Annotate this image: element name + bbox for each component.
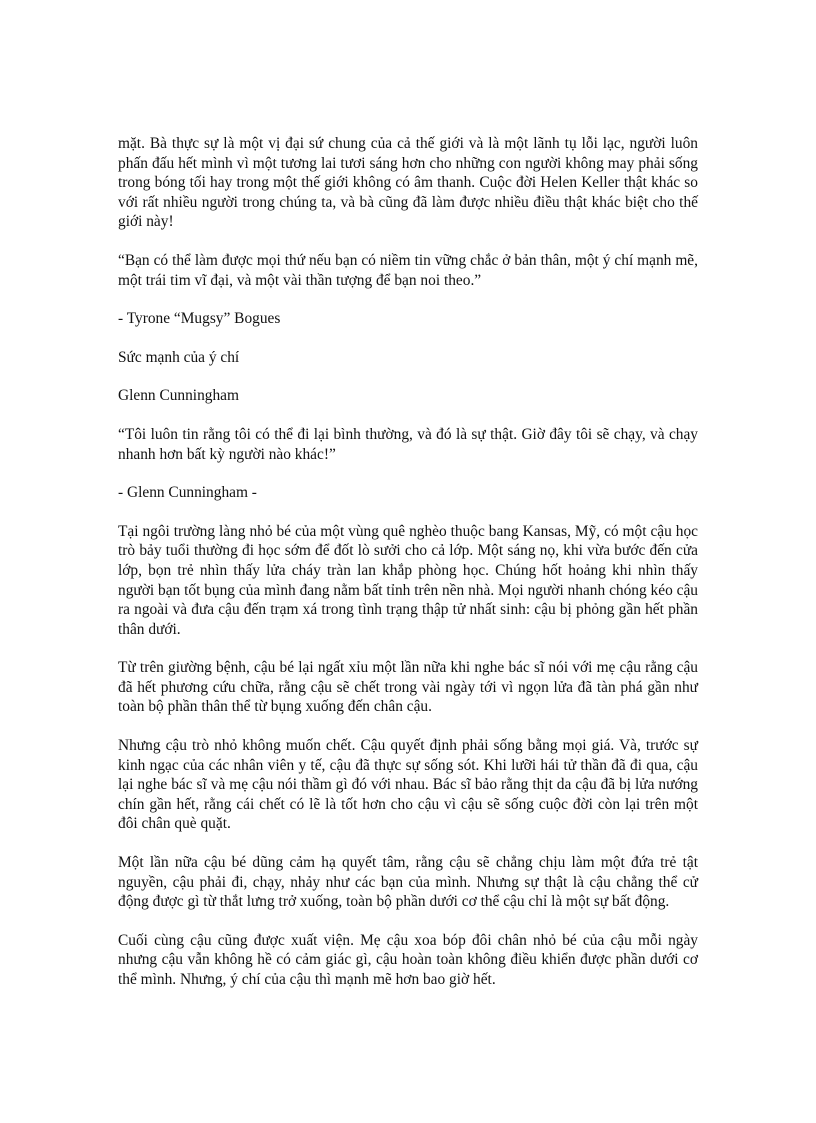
paragraph-hospital-bed: Từ trên giường bệnh, cậu bé lại ngất xỉu một lần nữa khi nghe bác sĩ nói với mẹ cậu rằng cậu đã hết phương cứu chữa, rằng cậu sẽ chết trong vài ngày tới vì ngọn lửa đã tàn phá gần như toàn bộ phần thân thể từ bụng xuống đến chân cậu. [118,659,698,716]
quote-cunningham: “Tôi luôn tin rằng tôi có thể đi lại bình thường, và đó là sự thật. Giờ đây tôi sẽ chạy, và chạy nhanh hơn bất kỳ người nào khác!” [118,425,698,463]
paragraph-survival: Nhưng cậu trò nhỏ không muốn chết. Cậu quyết định phải sống bằng mọi giá. Và, trước sự kinh ngạc của các nhân viên y tế, cậu đã thực sự sống sót. Khi lưỡi hái tử thần đã đi qua, cậu lại nghe bác sĩ và mẹ cậu nói thầm gì đó với nhau. Bác sĩ bảo rằng thịt da cậu đã bị lửa nướng chín gần hết, rằng cái chết có lẽ là tốt hơn cho cậu vì cậu sẽ sống cuộc đời còn lại trên một đôi chân què quặt. [118,737,698,833]
quote-bogues: “Bạn có thể làm được mọi thứ nếu bạn có niềm tin vững chắc ở bản thân, một ý chí mạnh mẽ, một trái tim vĩ đại, và một vài thần tượng để bạn noi theo.” [118,251,698,289]
section-subject: Glenn Cunningham [118,387,239,405]
quote-attribution-bogues: - Tyrone “Mugsy” Bogues [118,310,281,328]
paragraph-determination: Một lần nữa cậu bé dũng cảm hạ quyết tâm, rằng cậu sẽ chẳng chịu làm một đứa trẻ tật nguyền, cậu phải đi, chạy, nhảy như các bạn của mình. Nhưng sự thật là cậu chẳng thể cử động được gì từ thắt lưng trở xuống, toàn bộ phần dưới cơ thể cậu chỉ là một sự bất động. [118,854,698,911]
paragraph-helen-keller: mặt. Bà thực sự là một vị đại sứ chung của cả thế giới và là một lãnh tụ lỗi lạc, người luôn phấn đấu hết mình vì một tương lai tươi sáng hơn cho những con người không may phải sống trong bóng tối hay trong một thế giới không có âm thanh. Cuộc đời Helen Keller thật khác so với rất nhiều người trong chúng ta, và bà cũng đã làm được nhiều điều thật khác biệt cho thế giới này! [118,135,698,231]
paragraph-school-fire: Tại ngôi trường làng nhỏ bé của một vùng quê nghèo thuộc bang Kansas, Mỹ, có một cậu học trò bảy tuổi thường đi học sớm để đốt lò sưởi cho cả lớp. Một sáng nọ, khi vừa bước đến cửa lớp, bọn trẻ nhìn thấy lửa cháy tràn lan khắp phòng học. Chúng hốt hoảng khi nhìn thấy người bạn tốt bụng của mình đang nằm bất tỉnh trên nền nhà. Mọi người nhanh chóng kéo cậu ra ngoài và đưa cậu đến trạm xá trong tình trạng thập tử nhất sinh: cậu bị phỏng gần hết phần thân dưới. [118,522,698,638]
section-title: Sức mạnh của ý chí [118,348,240,366]
quote-attribution-cunningham: - Glenn Cunningham - [118,484,257,502]
page-body [118,134,698,1009]
paragraph-discharge: Cuối cùng cậu cũng được xuất viện. Mẹ cậu xoa bóp đôi chân nhỏ bé của cậu mỗi ngày nhưng cậu vẫn không hề có cảm giác gì, cậu hoàn toàn không điều khiển được phần dưới cơ thể mình. Nhưng, ý chí của cậu thì mạnh mẽ hơn bao giờ hết. [118,931,698,988]
